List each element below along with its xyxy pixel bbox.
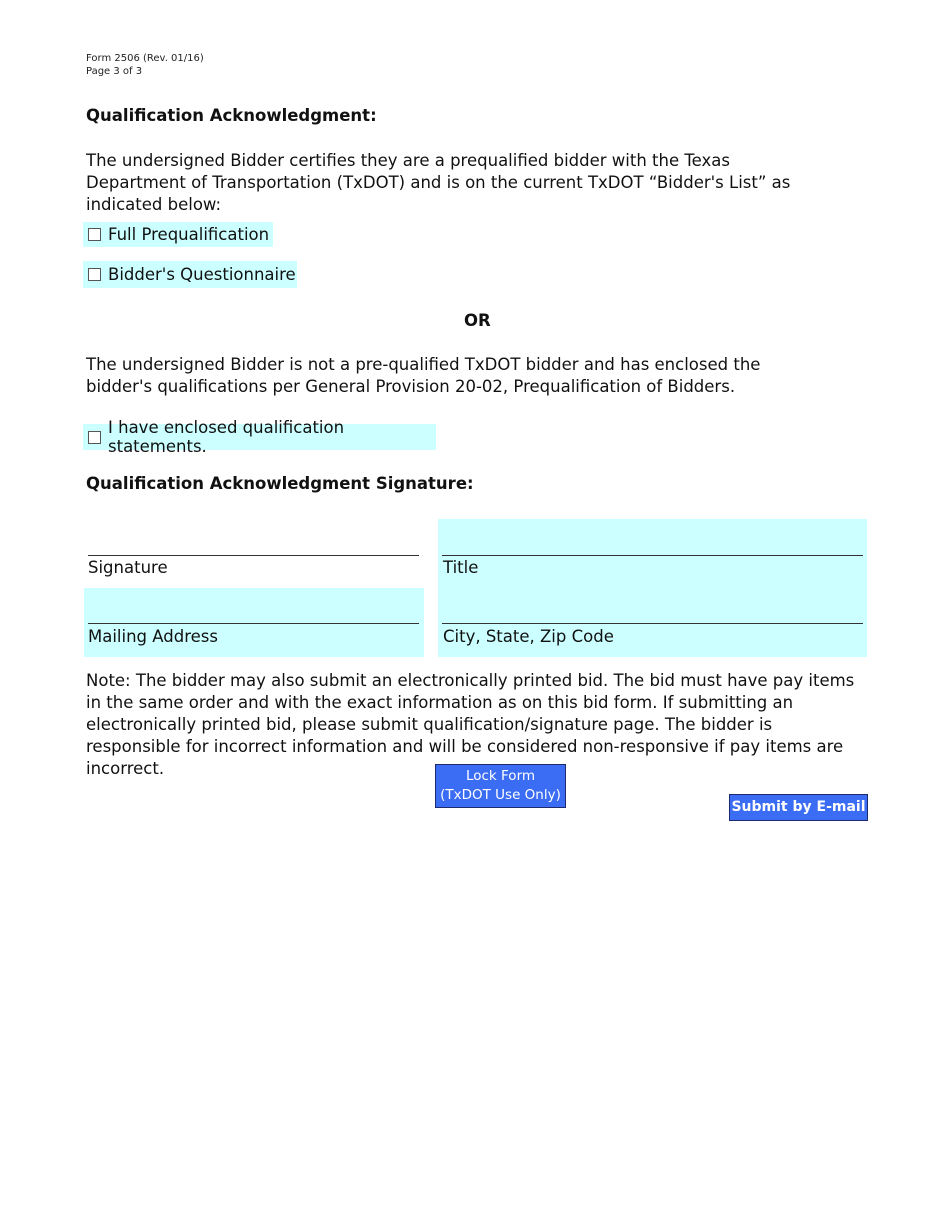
enclosed-statements-label: I have enclosed qualification statements.: [108, 418, 345, 456]
intro-paragraph: The undersigned Bidder certifies they are a prequalified bidder with the Texas Department of Transportation (TxDOT) and is on the current TxDOT “Bidder's List” as indicated below:: [86, 151, 791, 214]
full-prequalification-label: Full Prequalification: [108, 225, 270, 244]
bidders-questionnaire-checkbox[interactable]: [88, 268, 101, 281]
not-prequalified-paragraph: The undersigned Bidder is not a pre-qualified TxDOT bidder and has enclosed the bidder's qualifications per General Provision 20-02, Prequalification of Bidders.: [86, 355, 761, 396]
title-line: [442, 555, 863, 556]
signature-label: Signature: [88, 558, 168, 577]
city-state-zip-line: [442, 623, 863, 624]
title-label: Title: [443, 558, 479, 577]
qualification-heading: Qualification Acknowledgment:: [86, 106, 377, 125]
mailing-address-line: [88, 623, 419, 624]
lock-form-button[interactable]: [435, 764, 566, 808]
signature-heading: Qualification Acknowledgment Signature:: [86, 474, 474, 493]
city-state-zip-label: City, State, Zip Code: [443, 627, 614, 646]
enclosed-statements-option[interactable]: [83, 418, 436, 456]
submit-by-email-button[interactable]: Submit by E-mail: [729, 794, 868, 821]
city-state-zip-input[interactable]: [444, 598, 859, 620]
full-prequalification-checkbox[interactable]: [88, 228, 101, 241]
form-number: Form 2506 (Rev. 01/16): [86, 53, 204, 64]
full-prequalification-option[interactable]: [83, 222, 273, 247]
note-paragraph: Note: The bidder may also submit an electronically printed bid. The bid must have pay items in the same order and with the exact information as on this bid form. If submitting an electronically printed bid, please submit qualification/signature page. The bidder is responsible for incorrect information and will be considered non-responsive if pay items are incorrect.: [86, 671, 855, 778]
lock-form-label: Lock Form: [465, 768, 536, 784]
bidders-questionnaire-label: Bidder's Questionnaire: [108, 265, 296, 284]
enclosed-statements-checkbox[interactable]: [88, 431, 101, 444]
mailing-address-label: Mailing Address: [88, 627, 218, 646]
signature-line: [88, 555, 419, 556]
mailing-address-input[interactable]: [90, 598, 415, 620]
or-separator: OR: [464, 311, 491, 330]
page-number: Page 3 of 3: [86, 66, 143, 77]
bidders-questionnaire-option[interactable]: [83, 261, 297, 288]
title-input[interactable]: [444, 530, 859, 552]
lock-form-sublabel: (TxDOT Use Only): [440, 787, 561, 803]
